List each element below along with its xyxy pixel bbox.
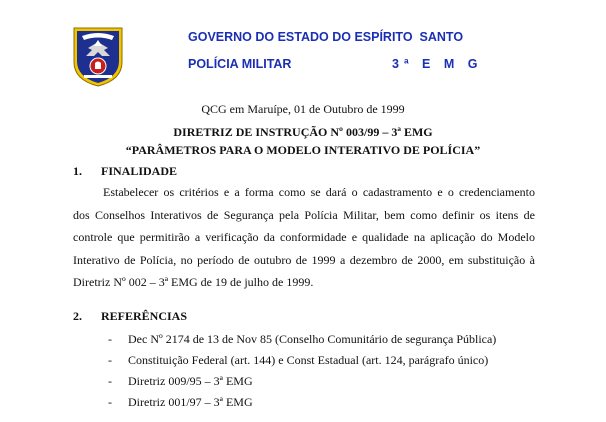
dash-bullet-icon: - <box>108 374 112 388</box>
dash-bullet-icon: - <box>108 332 112 346</box>
section-2-number: 2. <box>73 309 82 323</box>
references-list <box>108 329 496 413</box>
police-crest-logo <box>72 26 124 88</box>
paragraph-line: Diretriz Nº 002 – 3ª EMG de 19 de julho de 1999. <box>73 275 314 289</box>
list-item <box>108 329 496 350</box>
section-1-paragraph <box>73 181 535 294</box>
section-2-title: REFERÊNCIAS <box>101 309 188 323</box>
directive-number: DIRETRIZ DE INSTRUÇÃO Nº 003/99 – 3ª EMG <box>173 125 433 139</box>
reference-text: Diretriz 009/95 – 3ª EMG <box>128 374 253 388</box>
header-emg: 3ª E M G <box>392 57 483 71</box>
dash-bullet-icon: - <box>108 395 112 409</box>
paragraph-line: Interativo de Polícia, no período de outubro de 1999 a dezembro de 2000, em substituição à <box>73 252 535 267</box>
list-item <box>108 350 496 371</box>
list-item <box>108 392 496 413</box>
list-item <box>108 371 496 392</box>
document-title: “PARÂMETROS PARA O MODELO INTERATIVO DE POLÍCIA” <box>125 143 481 157</box>
reference-text: Dec Nº 2174 de 13 de Nov 85 (Conselho Comunitário de segurança Pública) <box>128 332 497 346</box>
dash-bullet-icon: - <box>108 353 112 367</box>
paragraph-line: Estabelecer os critérios e a forma como se dará o cadastramento e o credenciamento <box>103 185 535 199</box>
header-police: POLÍCIA MILITAR <box>188 57 292 71</box>
section-1-number: 1. <box>73 164 82 178</box>
reference-text: Constituição Federal (art. 144) e Const Estadual (art. 124, parágrafo único) <box>128 353 489 367</box>
paragraph-line: dos Conselhos Interativos de Segurança pela Polícia Militar, bem como definir os itens de <box>73 207 535 222</box>
reference-text: Diretriz 001/97 – 3ª EMG <box>128 395 253 409</box>
location-date: QCG em Maruípe, 01 de Outubro de 1999 <box>201 102 405 116</box>
section-1-title: FINALIDADE <box>101 164 178 178</box>
header-government: GOVERNO DO ESTADO DO ESPÍRITO SANTO <box>188 30 464 44</box>
paragraph-line: controle que permitirão a verificação da conformidade e qualidade na aplicação do Modelo <box>73 230 535 244</box>
